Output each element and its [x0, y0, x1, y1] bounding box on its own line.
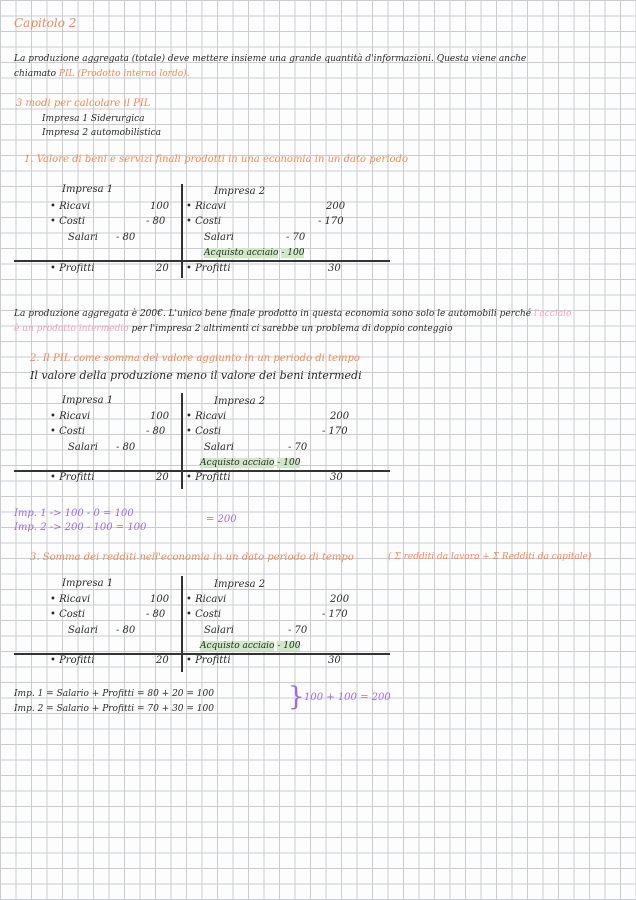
t2-horizontal-divider	[14, 470, 390, 472]
t1-right-salari: Salari	[204, 232, 234, 243]
paragraph-2-part-2: per l'impresa 2 altrimenti ci sarebbe un problema di doppio conteggio	[131, 324, 453, 334]
method-2-heading: 2. Il PIL come somma del valore aggiunto in un periodo di tempo	[30, 353, 360, 364]
company-2: Impresa 2 automobilistica	[42, 128, 161, 138]
t3-left-profitti: • Profitti	[50, 655, 95, 666]
t1-left-costi-value: - 80	[146, 216, 166, 227]
t2-left-costi: • Costi	[50, 426, 86, 437]
t1-right-profitti: • Profitti	[186, 263, 231, 274]
intro-line-2	[14, 69, 190, 79]
t1-right-profitti-value: 30	[328, 263, 341, 274]
t2-left-ricavi: • Ricavi	[50, 411, 91, 422]
t3-left-ricavi: • Ricavi	[50, 594, 91, 605]
method-1-heading: 1. Valore di beni e servizi finali prodotti in una economia in un dato periodo	[24, 154, 408, 165]
t3-right-profitti-value: 30	[328, 655, 341, 666]
t1-right-salari-value: - 70	[286, 232, 306, 243]
t1-left-ricavi-value: 100	[150, 201, 170, 212]
t3-right-ricavi: • Ricavi	[186, 594, 227, 605]
t3-left-costi-value: - 80	[146, 609, 166, 620]
t3-left-profitti-value: 20	[156, 655, 169, 666]
t1-vertical-divider	[181, 184, 183, 278]
method-3-heading: 3. Somma dei redditi nell'economia in un dato periodo di tempo	[30, 552, 354, 563]
method-2-subtitle: Il valore della produzione meno il valore dei beni intermedi	[30, 369, 362, 382]
t2-right-acquisto-value: - 100	[277, 458, 301, 468]
method-2-total: = 200	[206, 514, 237, 525]
t3-right-salari-value: - 70	[288, 625, 308, 636]
intro-paren: (Prodotto interno lordo).	[77, 69, 190, 79]
t1-left-profitti: • Profitti	[50, 263, 95, 274]
t2-right-ricavi-value: 200	[330, 411, 350, 422]
t2-right-ricavi: • Ricavi	[186, 411, 227, 422]
t3-right-costi-value: - 170	[322, 609, 348, 620]
t2-right-salari: Salari	[204, 442, 234, 453]
paragraph-2-pink-1: l'acciaio	[534, 309, 572, 319]
chapter-title: Capitolo 2	[14, 16, 77, 30]
intro-pil: PIL	[58, 69, 75, 79]
intro-prefix: chiamato	[14, 69, 57, 79]
t1-right-acquisto: Acquisto acciaio	[204, 248, 279, 258]
t3-right-acquisto-row	[200, 641, 300, 651]
t1-right-costi-value: - 170	[318, 216, 344, 227]
t3-right-costi: • Costi	[186, 609, 222, 620]
paragraph-2-line-2	[14, 324, 453, 334]
t2-right-acquisto-row	[200, 458, 300, 468]
t3-right-profitti: • Profitti	[186, 655, 231, 666]
method-3-calc-1: Imp. 1 = Salario + Profitti = 80 + 20 = 100	[14, 689, 214, 699]
t1-right-ricavi-value: 200	[326, 201, 346, 212]
t3-horizontal-divider	[14, 653, 390, 655]
t2-left-salari-value: - 80	[116, 442, 136, 453]
method-3-calc-2: Imp. 2 = Salario + Profitti = 70 + 30 = 100	[14, 704, 214, 714]
t3-left-salari-value: - 80	[116, 625, 136, 636]
t1-right-title: Impresa 2	[214, 186, 266, 197]
t3-right-salari: Salari	[204, 625, 234, 636]
t1-right-ricavi: • Ricavi	[186, 201, 227, 212]
t3-left-ricavi-value: 100	[150, 594, 170, 605]
paragraph-2-part-1: La produzione aggregata è 200€. L'unico bene finale prodotto in questa economia sono solo le automobili perché	[14, 309, 532, 319]
t1-left-title: Impresa 1	[62, 184, 114, 195]
t1-left-profitti-value: 20	[156, 263, 169, 274]
t1-left-salari-value: - 80	[116, 232, 136, 243]
t2-left-title: Impresa 1	[62, 395, 114, 406]
t3-left-title: Impresa 1	[62, 578, 114, 589]
t1-horizontal-divider	[14, 260, 390, 262]
t2-right-profitti-value: 30	[330, 472, 343, 483]
t3-right-acquisto-value: - 100	[277, 641, 301, 651]
t2-right-acquisto: Acquisto acciaio	[200, 458, 275, 468]
t2-left-salari: Salari	[68, 442, 98, 453]
company-1: Impresa 1 Siderurgica	[42, 114, 145, 124]
method-3-paren: ( Σ redditi da lavoro + Σ Redditi da capitale)	[388, 552, 592, 562]
methods-heading: 3 modi per calcolare il PIL	[16, 98, 151, 109]
t2-left-profitti: • Profitti	[50, 472, 95, 483]
t1-left-salari: Salari	[68, 232, 98, 243]
paragraph-2-line-1	[14, 309, 571, 319]
t1-right-costi: • Costi	[186, 216, 222, 227]
t2-right-costi: • Costi	[186, 426, 222, 437]
t2-right-title: Impresa 2	[214, 396, 266, 407]
intro-line-1: La produzione aggregata (totale) deve mettere insieme una grande quantità d'informazioni. Questa viene anche	[14, 54, 527, 64]
t1-left-ricavi: • Ricavi	[50, 201, 91, 212]
t1-right-acquisto-value: - 100	[281, 248, 305, 258]
t1-left-costi: • Costi	[50, 216, 86, 227]
t2-left-profitti-value: 20	[156, 472, 169, 483]
t3-right-title: Impresa 2	[214, 579, 266, 590]
t1-right-acquisto-row	[204, 248, 304, 258]
t2-right-profitti: • Profitti	[186, 472, 231, 483]
t2-left-costi-value: - 80	[146, 426, 166, 437]
t3-vertical-divider	[181, 576, 183, 672]
method-3-total: 100 + 100 = 200	[304, 692, 391, 703]
method-2-calc-2: Imp. 2 -> 200 - 100 = 100	[14, 522, 147, 533]
t3-right-acquisto: Acquisto acciaio	[200, 641, 275, 651]
paragraph-2-pink-2: è un prodotto intermedio	[14, 324, 129, 334]
t2-vertical-divider	[181, 393, 183, 489]
t3-right-ricavi-value: 200	[330, 594, 350, 605]
t2-right-salari-value: - 70	[288, 442, 308, 453]
brace-icon: }	[288, 682, 305, 712]
method-2-calc-1: Imp. 1 -> 100 - 0 = 100	[14, 508, 134, 519]
t2-right-costi-value: - 170	[322, 426, 348, 437]
t2-left-ricavi-value: 100	[150, 411, 170, 422]
t3-left-costi: • Costi	[50, 609, 86, 620]
t3-left-salari: Salari	[68, 625, 98, 636]
